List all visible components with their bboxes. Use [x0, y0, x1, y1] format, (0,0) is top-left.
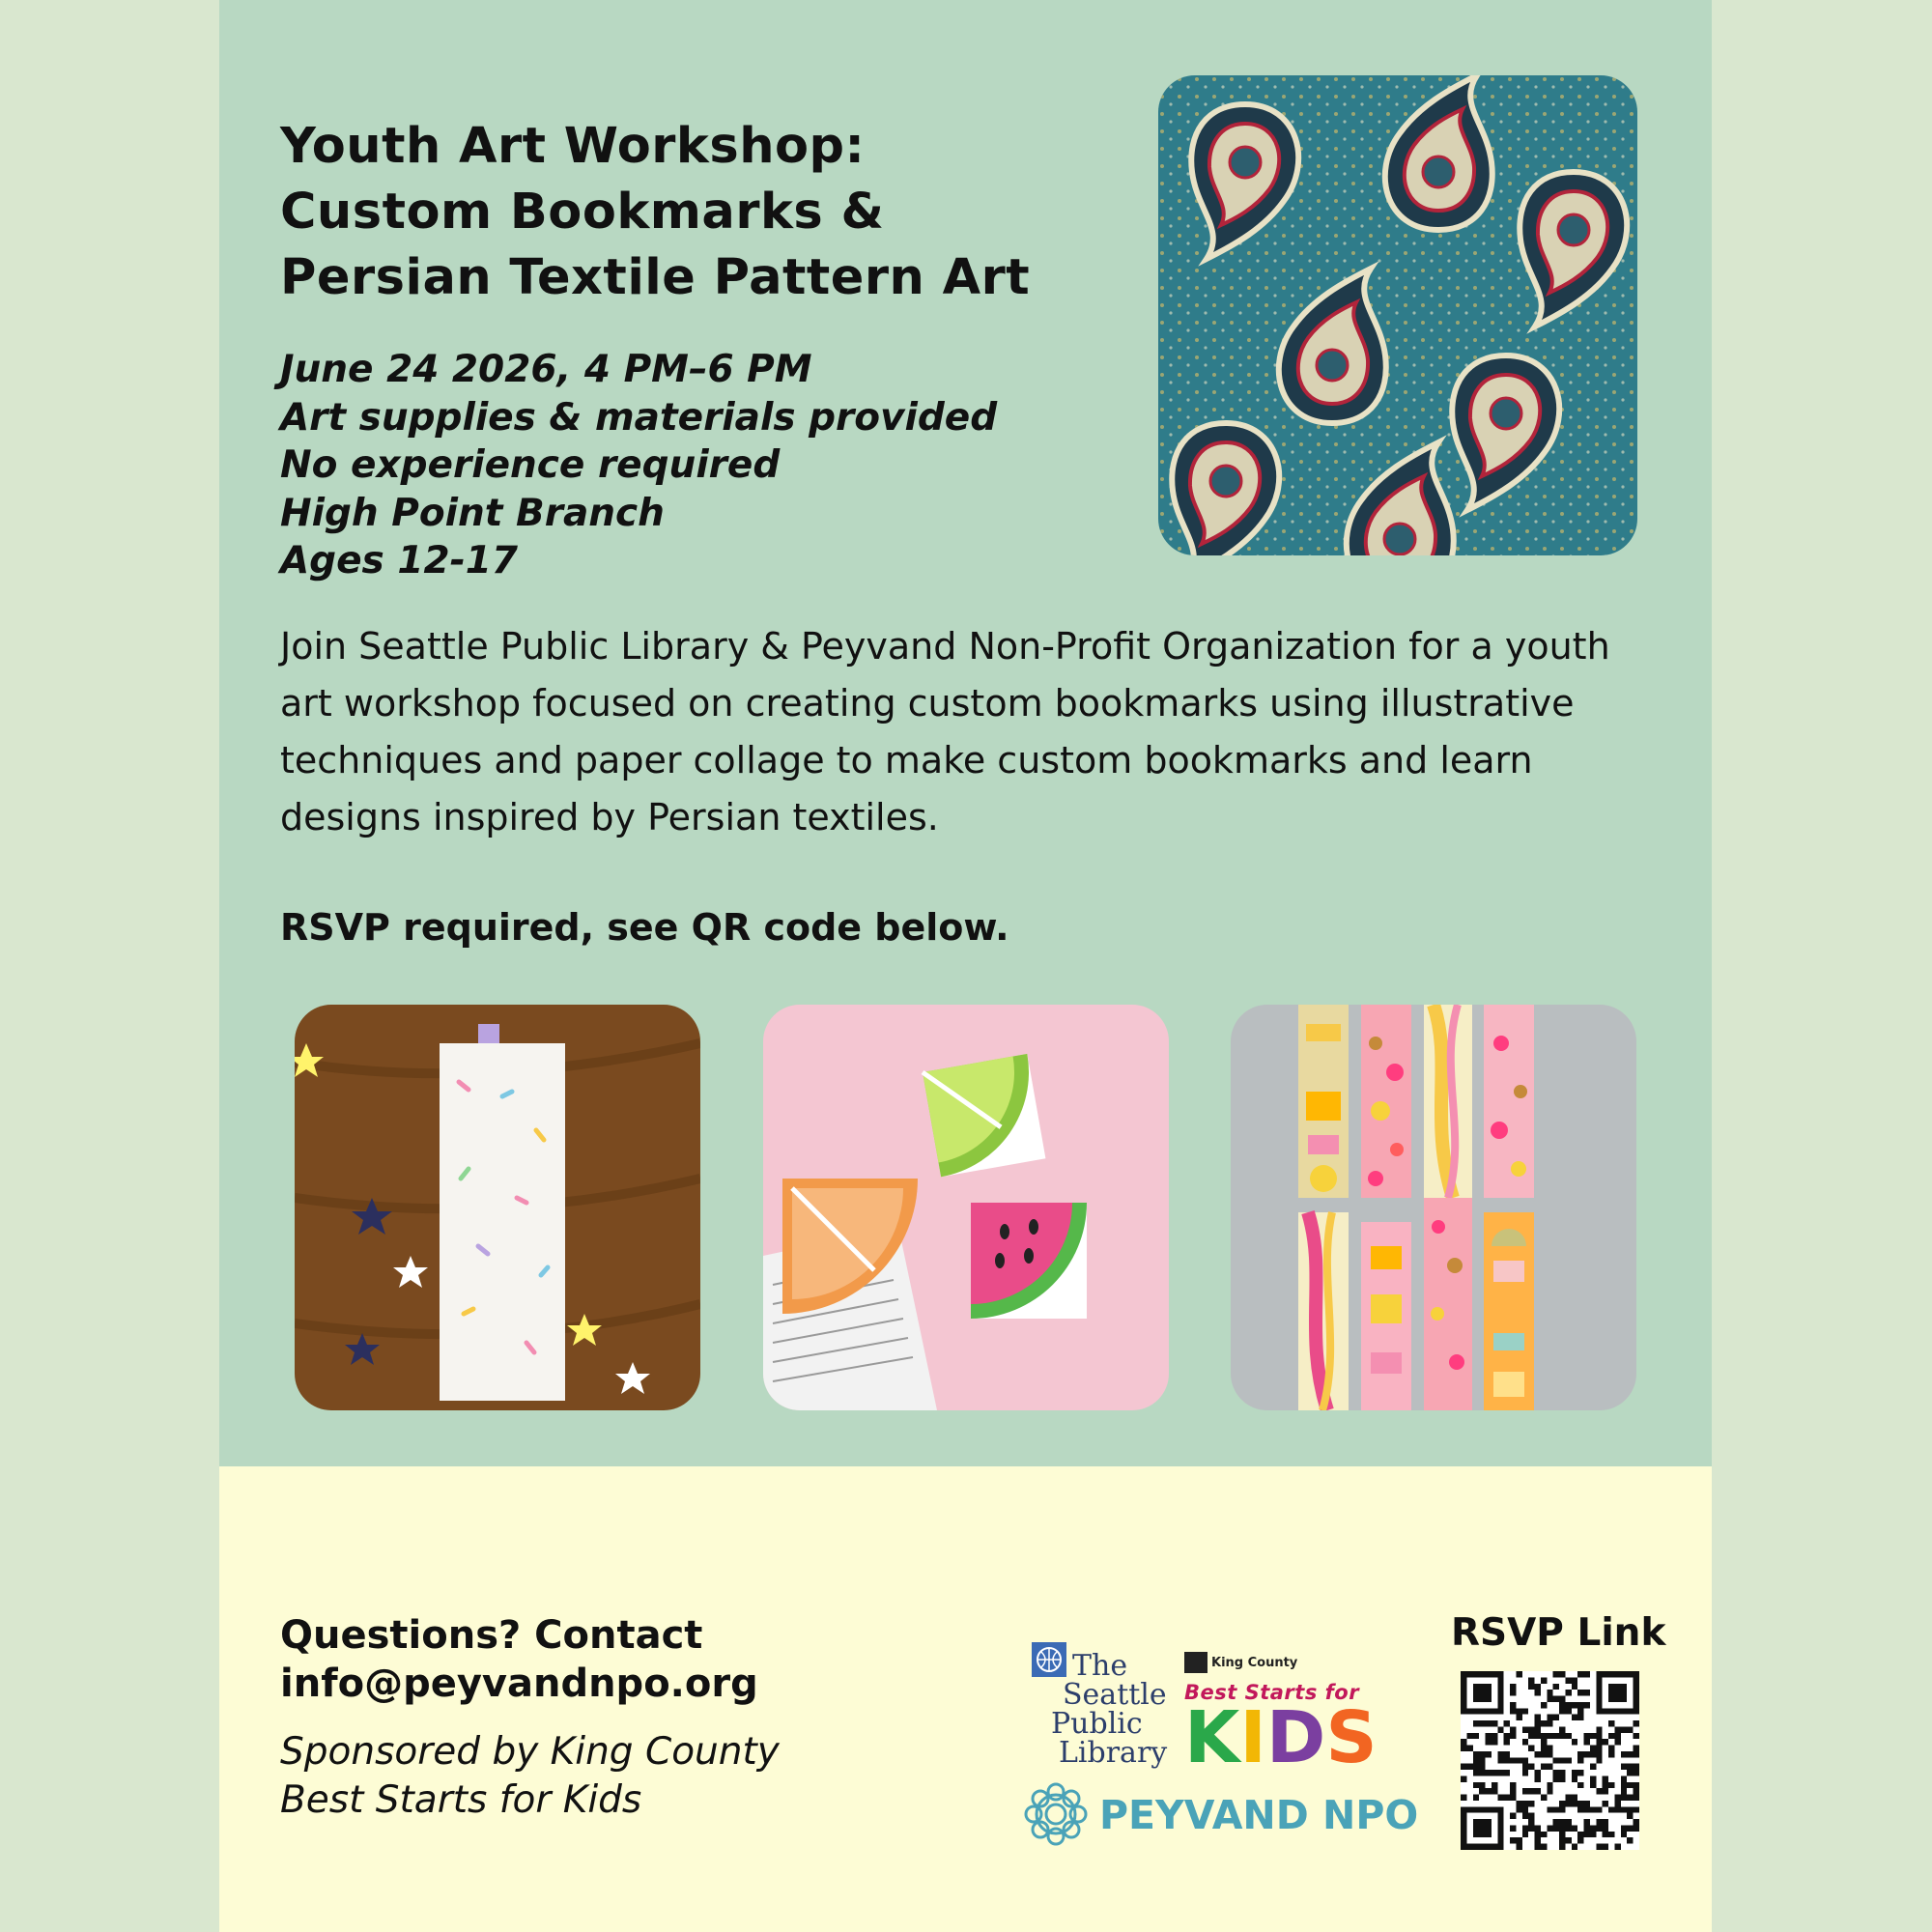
spl-wordmark: The Seattle Public Library [1051, 1649, 1168, 1770]
workshop-title [280, 114, 1111, 311]
event-description: Join Seattle Public Library & Peyvand Non-Profit Organization for a youth art workshop focused on creating custom bookmarks using illustrative techniques and paper collage to make custom bookmarks and learn designs inspired by Persian textiles. [280, 625, 1610, 838]
persian-textile-image [1158, 75, 1637, 555]
peyvand-wordmark: PEYVAND NPO [1099, 1792, 1419, 1838]
sponsor-text [280, 1728, 956, 1825]
confetti-bookmark-illustration [295, 1005, 700, 1410]
collage-bookmarks-illustration [1231, 1005, 1636, 1410]
contact-heading: Questions? Contact [280, 1613, 703, 1658]
king-county-label: King County [1211, 1656, 1298, 1670]
bookmark-photo [295, 1005, 700, 1410]
title-line: Youth Art Workshop: [280, 118, 866, 175]
qr-code-icon[interactable] [1461, 1671, 1639, 1850]
rsvp-qr-code[interactable] [1461, 1671, 1639, 1850]
rsvp-note: RSVP required, see QR code below. [280, 906, 1009, 949]
event-location: High Point Branch [280, 491, 665, 535]
best-starts-label: Best Starts for [1184, 1681, 1360, 1704]
king-county-icon [1184, 1652, 1208, 1673]
peyvand-npo-logo [1020, 1782, 1419, 1850]
painted-bookmarks-photo [1231, 1005, 1636, 1410]
best-starts-for-kids-logo [1184, 1652, 1378, 1779]
kids-wordmark: KIDS [1184, 1696, 1378, 1779]
paisley-pattern [1158, 75, 1637, 555]
fruit-bookmarks-photo [763, 1005, 1169, 1410]
contact-email[interactable]: info@peyvandnpo.org [280, 1662, 758, 1706]
fruit-corner-bookmarks-illustration [763, 1005, 1169, 1410]
contact-block [280, 1611, 956, 1708]
event-supplies: Art supplies & materials provided [280, 395, 998, 440]
event-ages: Ages 12-17 [280, 539, 519, 582]
event-experience: No experience required [280, 443, 781, 487]
title-line: Persian Textile Pattern Art [280, 249, 1031, 306]
seattle-public-library-logo [1032, 1642, 1168, 1777]
event-date: June 24 2026, 4 PM–6 PM [280, 348, 812, 391]
event-details [280, 346, 1053, 585]
title-line: Custom Bookmarks & [280, 184, 885, 241]
sponsor-line: Sponsored by King County [280, 1730, 780, 1774]
rsvp-link-label: RSVP Link [1451, 1611, 1666, 1655]
peyvand-rosette-icon [1020, 1778, 1092, 1850]
sponsor-line: Best Starts for Kids [280, 1778, 642, 1822]
